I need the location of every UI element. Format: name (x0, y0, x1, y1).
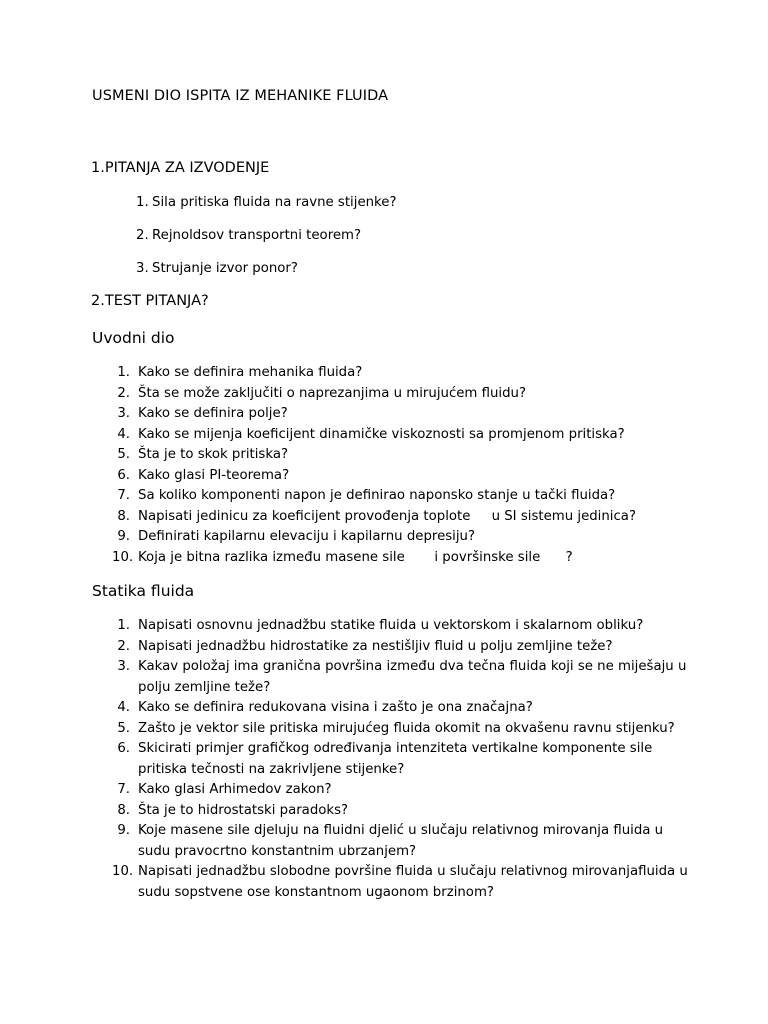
list-item-number: 8. (117, 802, 130, 818)
list-item (112, 637, 692, 658)
subsection-uvodni-heading: Uvodni dio (92, 329, 175, 347)
list-item-text: Kakav položaj ima granična površina između dva tečna fluida koji se ne miješaju u polju zemljine teže? (138, 659, 687, 695)
section-1-list (136, 193, 397, 292)
list-item (136, 259, 397, 292)
list-item (112, 862, 692, 903)
list-item-number: 1. (117, 365, 130, 380)
list-item-number: 10. (112, 864, 134, 879)
list-item-text: Šta se može zaključiti o naprezanjima u mirujućem fluidu? (138, 385, 527, 401)
list-item (112, 616, 692, 637)
list-item-text: Napisati osnovnu jednadžbu statike fluida u vektorskom i skalarnom obliku? (138, 618, 644, 633)
list-item (112, 445, 692, 466)
list-item-text: Koje masene sile djeluju na fluidni djelić u slučaju relativnog mirovanja fluida u sudu pravocrtno konstantnim ubrzanjem? (138, 823, 664, 859)
list-item-number: 7. (117, 782, 130, 797)
list-item-text: Sa koliko komponenti napon je definirao naponsko stanje u tački fluida? (138, 488, 616, 503)
list-item (112, 719, 692, 740)
list-item-number: 3. (117, 406, 130, 421)
list-item-text: Strujanje izvor ponor? (152, 261, 298, 276)
list-item-number: 2. (117, 638, 130, 654)
list-item-text: Rejnoldsov transportni teorem? (152, 228, 362, 243)
section-1-heading: 1.PITANJA ZA IZVODENJE (91, 160, 270, 176)
list-item-number: 8. (117, 508, 130, 524)
list-item (112, 404, 692, 425)
list-item-number: 4. (117, 426, 130, 442)
list-item (112, 425, 692, 446)
list-item (112, 548, 692, 569)
list-item-text: Kako se mijenja koeficijent dinamičke viskoznosti sa promjenom pritiska? (138, 426, 625, 442)
list-item-text: Kako se definira polje? (138, 406, 288, 421)
list-item-text: Napisati jednadžbu hidrostatike za nestišljiv fluid u polju zemljine teže? (138, 638, 613, 654)
list-item-text: Napisati jedinicu za koeficijent provođenja toplote u SI sistemu jedinica? (138, 508, 637, 524)
list-item-number: 6. (117, 467, 130, 483)
list-item (112, 527, 692, 548)
list-item-text: Šta je to hidrostatski paradoks? (138, 802, 349, 818)
document-title: USMENI DIO ISPITA IZ MEHANIKE FLUIDA (92, 88, 389, 104)
subsection-statika-heading: Statika fluida (92, 582, 195, 600)
list-item-number: 1. (117, 618, 130, 633)
list-item (112, 698, 692, 719)
list-item (112, 486, 692, 507)
list-item (136, 226, 397, 259)
list-item-number: 9. (117, 823, 130, 838)
list-item-text: Kako se definira mehanika fluida? (138, 365, 363, 380)
statika-question-list (112, 616, 692, 903)
list-item (136, 193, 397, 226)
section-2-heading: 2.TEST PITANJA? (91, 293, 209, 309)
list-item-text: Napisati jednadžbu slobodne površine fluida u slučaju relativnog mirovanjafluida u sudu sopstvene ose konstantnom ugaonom brzinom? (138, 864, 688, 900)
list-item-text: Sila pritiska fluida na ravne stijenke? (152, 195, 397, 210)
list-item-number: 2. (117, 385, 130, 401)
list-item-text: Zašto je vektor sile pritiska mirujućeg fluida okomit na okvašenu ravnu stijenku? (138, 720, 675, 736)
list-item-number: 10. (112, 549, 134, 565)
list-item-text: Kako se definira redukovana visina i zašto je ona značajna? (138, 700, 533, 715)
list-item-number: 5. (117, 720, 130, 736)
list-item (112, 466, 692, 487)
list-item-number: 3. (136, 261, 149, 276)
list-item (112, 507, 692, 528)
list-item-number: 4. (117, 700, 130, 715)
list-item (112, 801, 692, 822)
list-item-number: 3. (117, 659, 130, 674)
list-item-text: Kako glasi PI-teorema? (138, 467, 290, 483)
list-item-number: 1. (136, 195, 149, 210)
list-item (112, 384, 692, 405)
list-item-text: Skicirati primjer grafičkog određivanja intenziteta vertikalne komponente sile pritiska tečnosti na zakrivljene stijenke? (138, 741, 653, 777)
list-item (112, 780, 692, 801)
list-item-number: 2. (136, 228, 149, 243)
list-item (112, 363, 692, 384)
list-item (112, 657, 692, 698)
uvodni-question-list (112, 363, 692, 568)
list-item-number: 6. (117, 741, 130, 756)
list-item-text: Šta je to skok pritiska? (138, 447, 289, 462)
list-item (112, 821, 692, 862)
list-item-text: Koja je bitna razlika između masene sile i površinske sile ? (138, 549, 573, 565)
list-item-number: 5. (117, 447, 130, 462)
list-item-number: 7. (117, 488, 130, 503)
list-item (112, 739, 692, 780)
list-item-number: 9. (117, 529, 130, 544)
list-item-text: Kako glasi Arhimedov zakon? (138, 782, 332, 797)
list-item-text: Definirati kapilarnu elevaciju i kapilarnu depresiju? (138, 529, 476, 544)
